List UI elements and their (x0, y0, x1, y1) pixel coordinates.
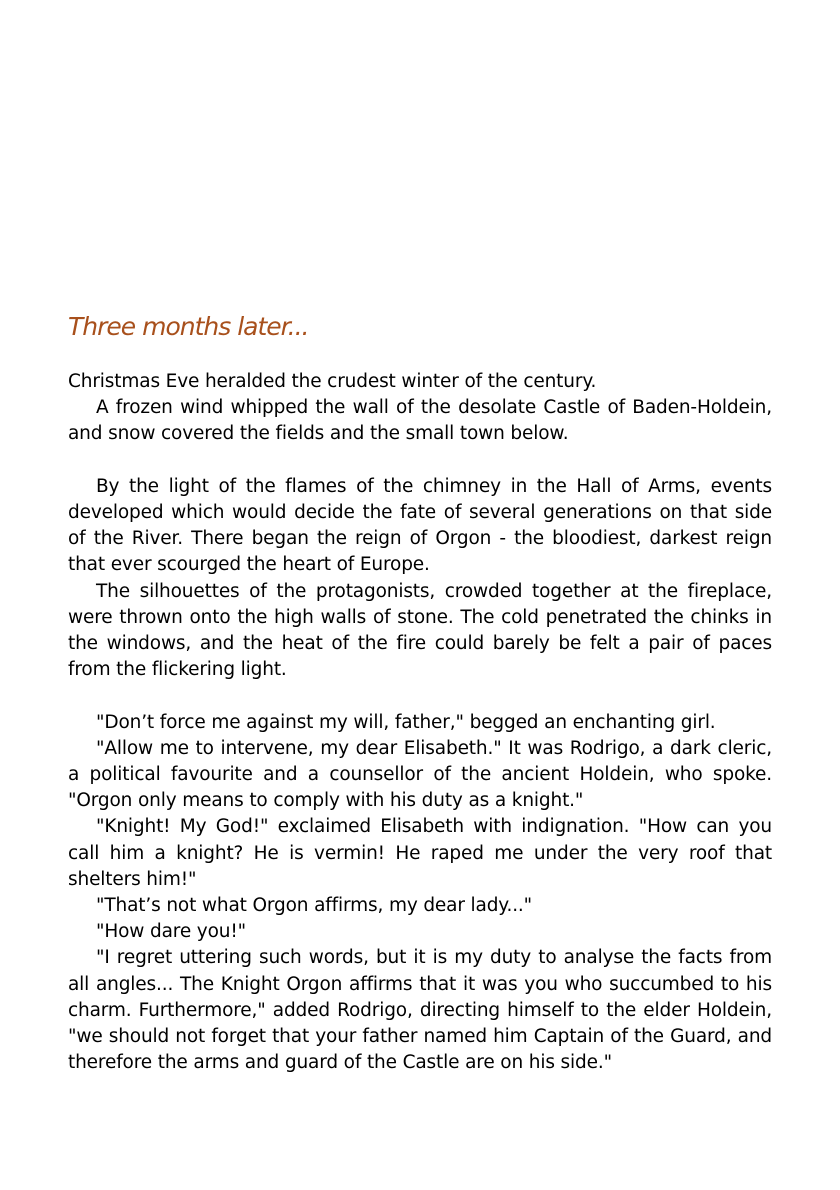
paragraph: A frozen wind whipped the wall of the desolate Castle of Baden-Holdein, and snow covered the fields and the small town below. (68, 397, 772, 445)
paragraph: "That’s not what Orgon affirms, my dear lady..." (96, 895, 533, 917)
paragraph: "Knight! My God!" exclaimed Elisabeth with indignation. "How can you call him a knight? He is vermin! He raped me under the very roof that shelters him!" (68, 816, 772, 890)
body-text (68, 369, 772, 1076)
paragraph: "I regret uttering such words, but it is my duty to analyse the facts from all angles... The Knight Orgon affirms that it was you who succumbed to his charm. Furthermore," added Rodrigo, directing himself to the elder Holdein, "we should not forget that your father named him Captain of the Guard, and therefore the arms and guard of the Castle are on his side." (68, 947, 772, 1074)
paragraph: "How dare you!" (96, 921, 246, 943)
paragraph: "Allow me to intervene, my dear Elisabeth." It was Rodrigo, a dark cleric, a political favourite and a counsellor of the ancient Holdein, who spoke. "Orgon only means to comply with his duty as a knight." (68, 737, 772, 812)
paragraph: "Don’t force me against my will, father," begged an enchanting girl. (96, 711, 716, 733)
paragraph-gap (68, 683, 772, 709)
paragraph: Christmas Eve heralded the crudest winter of the century. (68, 371, 597, 392)
section-heading: Three months later... (68, 312, 309, 341)
paragraph-gap (68, 448, 772, 474)
paragraph: By the light of the flames of the chimney in the Hall of Arms, events developed which would decide the fate of several generations on that side of the River. There began the reign of Orgon - the bloodiest, darkest reign that ever scourged the heart of Europe. (68, 475, 772, 576)
paragraph: The silhouettes of the protagonists, crowded together at the fireplace, were thrown onto the high walls of stone. The cold penetrated the chinks in the windows, and the heat of the fire could barely be felt a pair of paces from the flickering light. (68, 580, 772, 681)
